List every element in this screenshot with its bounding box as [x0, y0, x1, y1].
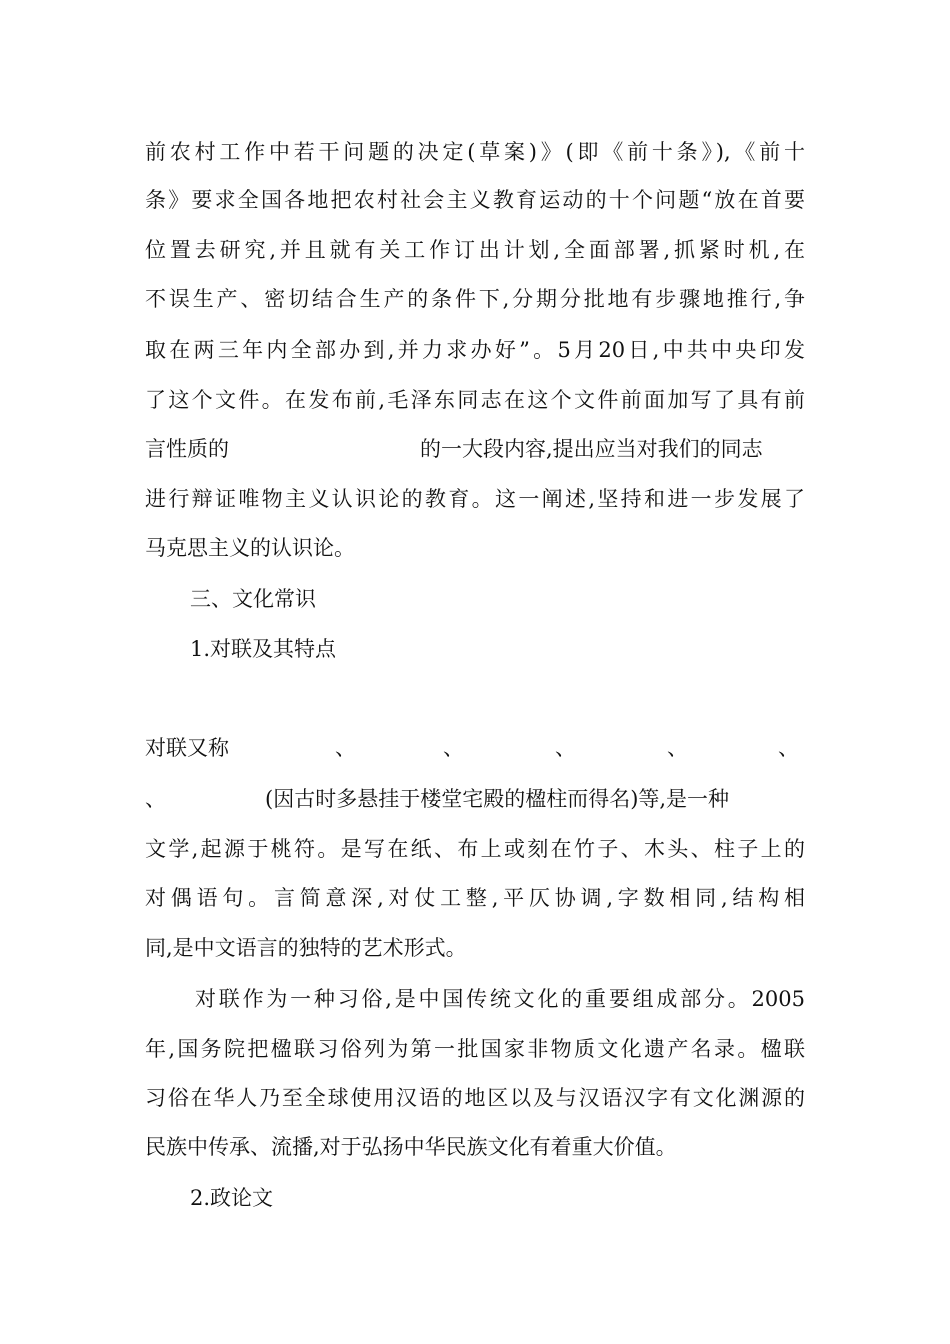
- paragraph-line: 了这个文件。在发布前,毛泽东同志在这个文件前面加写了具有前: [145, 388, 805, 412]
- paragraph-line: 民族中传承、流播,对于弘扬中华民族文化有着重大价值。: [145, 1135, 677, 1159]
- paragraph-line: 文学,起源于桃符。是写在纸、布上或刻在竹子、木头、柱子上的: [145, 837, 805, 861]
- paragraph-line: 对联作为一种习俗,是中国传统文化的重要组成部分。2005: [195, 987, 805, 1011]
- section-heading: 三、文化常识: [190, 587, 316, 611]
- paragraph-line: 条》要求全国各地把农村社会主义教育运动的十个问题“放在首要: [145, 188, 805, 212]
- paragraph-line-with-blank: [145, 432, 805, 466]
- separator: 、: [443, 736, 464, 760]
- text-fragment: (因古时多悬挂于楼堂宅殿的楹柱而得名)等,是一种: [265, 787, 730, 811]
- paragraph-line: 不误生产、密切结合生产的条件下,分期分批地有步骤地推行,争: [145, 287, 805, 311]
- separator: 、: [667, 736, 688, 760]
- paragraph-line: 习俗在华人乃至全球使用汉语的地区以及与汉语汉字有文化渊源的: [145, 1086, 805, 1110]
- paragraph-line: 取在两三年内全部办到,并力求办好”。5月20日,中共中央印发: [145, 338, 805, 362]
- separator: 、: [145, 787, 166, 811]
- paragraph-line: 进行辩证唯物主义认识论的教育。这一阐述,坚持和进一步发展了: [145, 487, 805, 511]
- text-fragment: 对联又称: [145, 736, 229, 760]
- text-fragment: 的一大段内容,提出应当对我们的同志: [420, 437, 763, 461]
- paragraph-line: 位置去研究,并且就有关工作订出计划,全面部署,抓紧时机,在: [145, 238, 805, 262]
- paragraph-line: 马克思主义的认识论。: [145, 536, 355, 560]
- paragraph-line-with-blank: [145, 782, 805, 816]
- paragraph-line: 对偶语句。言简意深,对仗工整,平仄协调,字数相同,结构相: [145, 886, 805, 910]
- paragraph-line: 前农村工作中若干问题的决定(草案)》(即《前十条》),《前十: [145, 140, 805, 164]
- subsection-heading: 2.政论文: [190, 1186, 274, 1210]
- paragraph-line: 同,是中文语言的独特的艺术形式。: [145, 936, 467, 960]
- separator: 、: [555, 736, 576, 760]
- paragraph-line: 年,国务院把楹联习俗列为第一批国家非物质文化遗产名录。楹联: [145, 1037, 805, 1061]
- paragraph-line-with-blanks: [145, 731, 805, 765]
- separator: 、: [778, 736, 799, 760]
- separator: 、: [335, 736, 356, 760]
- subsection-heading: 1.对联及其特点: [190, 637, 337, 661]
- text-fragment: 言性质的: [145, 437, 229, 461]
